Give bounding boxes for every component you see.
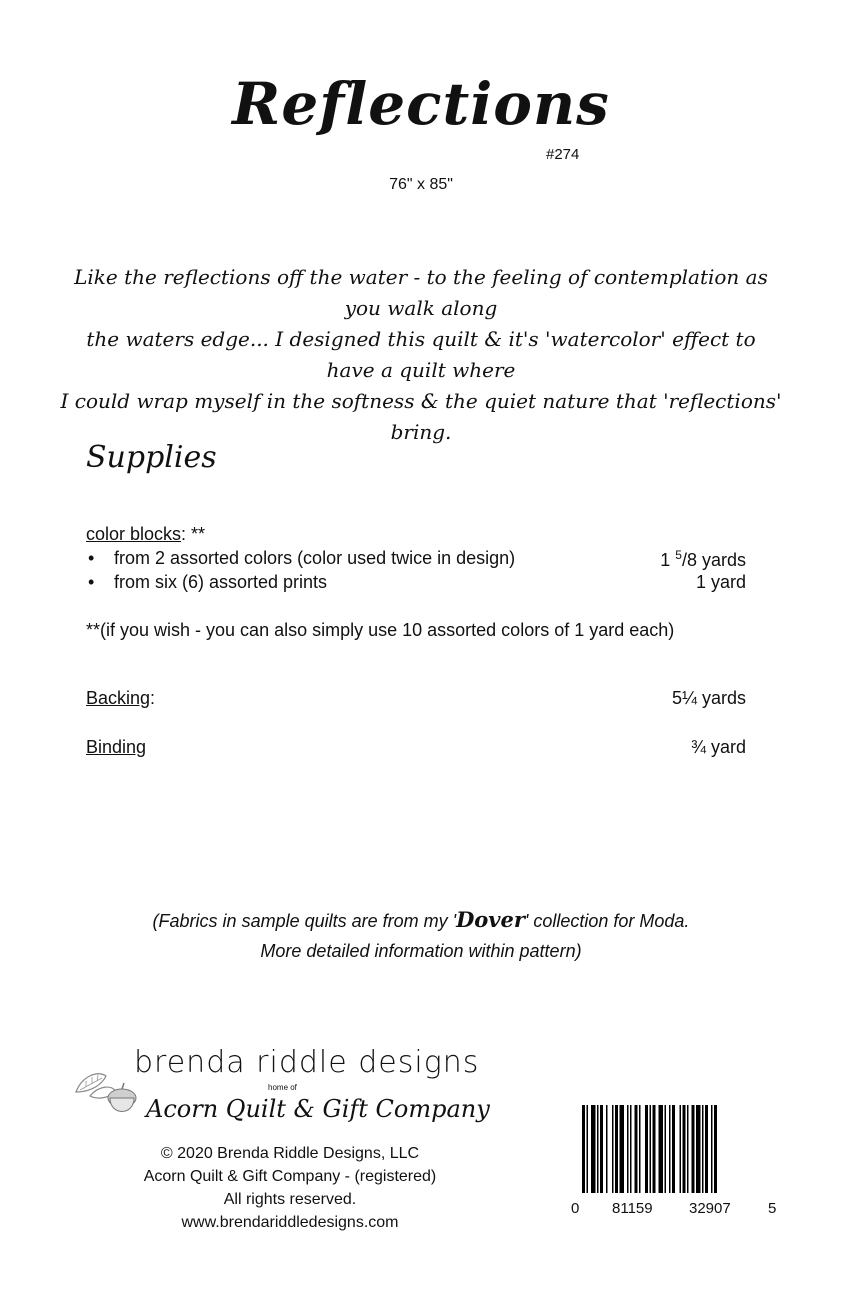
amount-frac-den: /8 <box>681 550 697 570</box>
description-line: the waters edge... I designed this quilt & it's 'watercolor' effect to have a quilt where <box>86 327 756 382</box>
amount-frac-num: 5 <box>675 548 682 562</box>
rights-line: All rights reserved. <box>223 1191 357 1208</box>
registered-line: Acorn Quilt & Gift Company - (registered) <box>143 1168 437 1185</box>
bullet: • <box>88 548 95 568</box>
fabrics-pre: (Fabrics in sample quilts are from my ' <box>152 911 457 931</box>
backing-label: Backing <box>86 688 151 708</box>
pattern-number: #274 <box>546 146 580 163</box>
binding-amount: ¾ yard <box>690 737 746 757</box>
backing-heading <box>86 688 155 709</box>
amount-whole: 1 <box>660 550 671 570</box>
home-of-label: home of <box>268 1083 297 1092</box>
page-title: Reflections <box>232 70 610 138</box>
supply-item-amount: 1 yard <box>695 572 746 592</box>
fabrics-post: ' collection for Moda. <box>524 911 690 931</box>
website-link[interactable]: www.brendariddledesigns.com <box>181 1214 399 1231</box>
quilt-size: 76" x 85" <box>389 176 453 193</box>
supply-item-text: from 2 assorted colors (color used twice in design) <box>114 548 516 568</box>
binding-label: Binding <box>86 737 147 757</box>
color-blocks-suffix: : ** <box>181 524 206 544</box>
color-blocks-heading <box>86 524 205 545</box>
fabrics-line-2: More detailed information within pattern) <box>260 941 582 961</box>
fabrics-line <box>0 905 842 936</box>
description-line: Like the reflections off the water - to the feeling of contemplation as you walk along <box>74 265 768 320</box>
supply-item-text: from six (6) assorted prints <box>114 572 328 592</box>
brand-name: brenda riddle designs <box>134 1045 480 1080</box>
supplies-note: **(if you wish - you can also simply use 10 assorted colors of 1 yard each) <box>86 620 675 640</box>
bullet: • <box>88 572 95 592</box>
fabrics-note <box>0 905 842 966</box>
barcode-digits: 32907 <box>689 1200 731 1217</box>
copyright-line: © 2020 Brenda Riddle Designs, LLC <box>160 1145 420 1162</box>
barcode-digits: 81159 <box>612 1200 653 1217</box>
barcode-digit: 0 <box>571 1200 580 1217</box>
color-blocks-label: color blocks <box>86 524 182 544</box>
barcode-digit: 5 <box>768 1200 777 1217</box>
supply-item-amount <box>560 548 746 571</box>
collection-name: Dover <box>456 907 525 932</box>
supplies-heading: Supplies <box>86 440 217 475</box>
backing-amount: 5¼ yards <box>671 688 746 708</box>
amount-unit: yards <box>701 550 746 570</box>
company-name: Acorn Quilt & Gift Company <box>146 1095 490 1123</box>
description-line: I could wrap myself in the softness & the quiet nature that 'reflections' bring. <box>60 389 782 444</box>
barcode <box>580 1105 780 1197</box>
description <box>60 262 782 448</box>
backing-colon: : <box>150 688 156 708</box>
footer <box>0 1142 580 1234</box>
